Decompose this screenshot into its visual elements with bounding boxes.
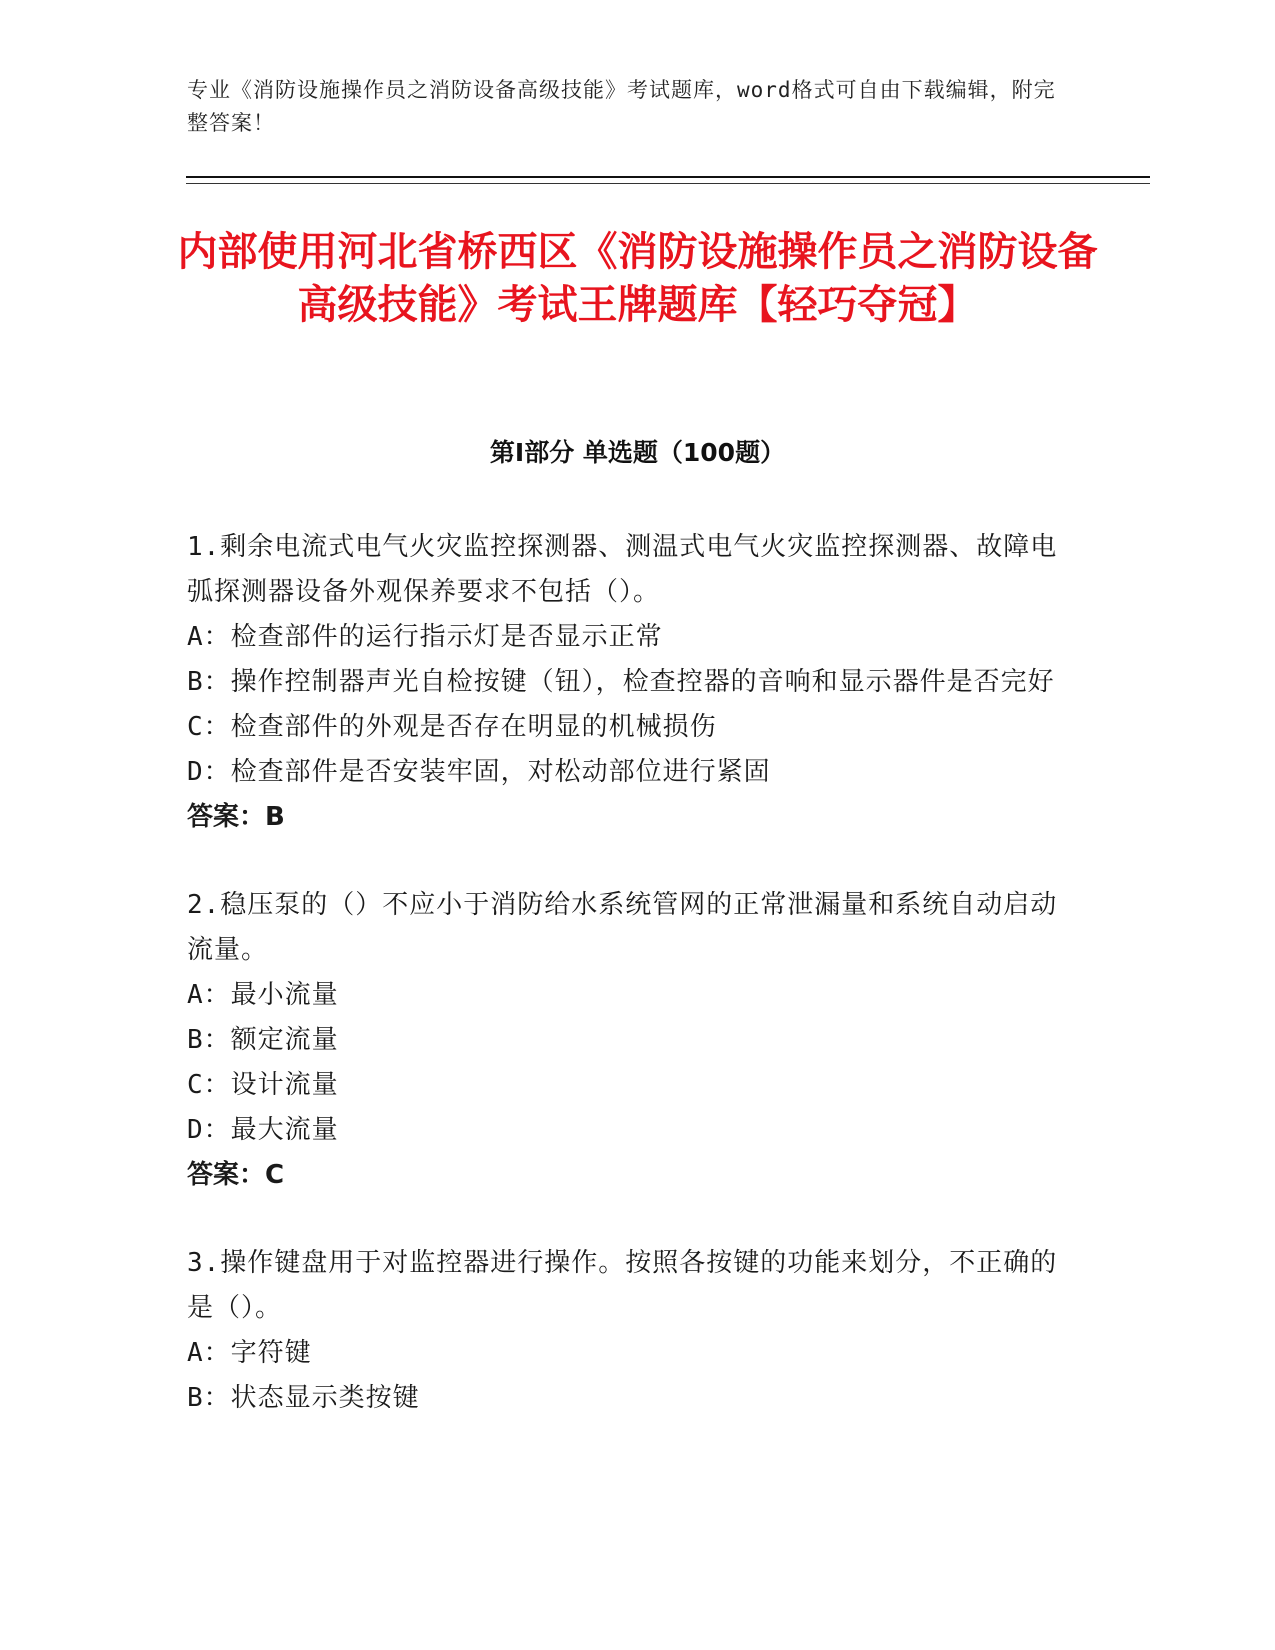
option-d: D：检查部件是否安装牢固，对松动部位进行紧固 <box>187 757 771 787</box>
question-2 <box>187 883 1067 1198</box>
header-note: 专业《消防设施操作员之消防设备高级技能》考试题库，word格式可自由下载编辑，附完整答案！ <box>187 78 1056 135</box>
option-a: A：字符键 <box>187 1338 312 1368</box>
document-title: 内部使用河北省桥西区《消防设施操作员之消防设备高级技能》考试王牌题库【轻巧夺冠】 <box>177 229 1098 328</box>
option-a: A：最小流量 <box>187 980 339 1010</box>
question-1 <box>187 525 1067 840</box>
option-b: B：额定流量 <box>187 1025 339 1055</box>
question-stem: 1.剩余电流式电气火灾监控探测器、测温式电气火灾监控探测器、故障电弧探测器设备外观保养要求不包括（）。 <box>187 532 1058 607</box>
option-c: C：设计流量 <box>187 1070 339 1100</box>
question-stem: 2.稳压泵的（）不应小于消防给水系统管网的正常泄漏量和系统自动启动流量。 <box>187 890 1058 965</box>
option-c: C：检查部件的外观是否存在明显的机械损伤 <box>187 712 717 742</box>
section-heading: 第I部分 单选题（100题） <box>489 438 786 467</box>
option-a: A：检查部件的运行指示灯是否显示正常 <box>187 622 663 652</box>
option-b: B：状态显示类按键 <box>187 1383 420 1413</box>
question-3 <box>187 1241 1067 1421</box>
header-divider-thick <box>186 176 1150 178</box>
option-b: B：操作控制器声光自检按键（钮），检查控器的音响和显示器件是否完好 <box>187 667 1055 697</box>
answer: 答案：C <box>187 1160 285 1190</box>
answer: 答案：B <box>187 802 285 832</box>
header-divider-thin <box>186 183 1150 184</box>
question-list <box>187 525 1067 1464</box>
question-stem: 3.操作键盘用于对监控器进行操作。按照各按键的功能来划分，不正确的是（）。 <box>187 1248 1058 1323</box>
option-d: D：最大流量 <box>187 1115 339 1145</box>
